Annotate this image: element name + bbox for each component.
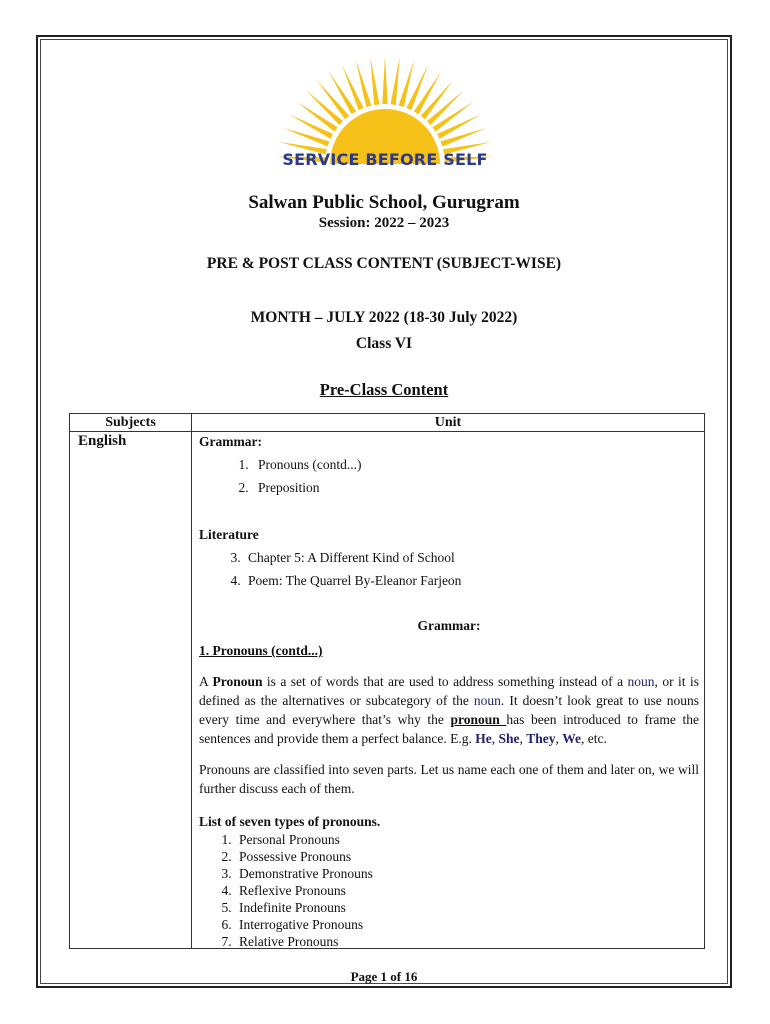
content-table <box>69 413 705 949</box>
types-list-title: List of seven types of pronouns. <box>199 814 381 829</box>
pronoun-classification: Pronouns are classified into seven parts. Let us name each one of them and later on, we will further discuss each of them. <box>199 762 699 796</box>
list-item: 3. Chapter 5: A Different Kind of School <box>244 548 699 567</box>
school-motto: SERVICE BEFORE SELF <box>282 150 488 169</box>
literature-label: Literature <box>199 527 259 542</box>
list-item: 4. Reflexive Pronouns <box>235 882 699 899</box>
list-item: 4. Poem: The Quarrel By-Eleanor Farjeon <box>244 571 699 590</box>
unit-cell <box>199 432 699 950</box>
table-header-unit: Unit <box>434 415 462 430</box>
grammar-label: Grammar: <box>199 434 262 449</box>
pronoun-definition: A Pronoun is a set of words that are used to address something instead of a noun, or it is defined as the alternatives or subcategory of the noun. It doesn’t look great to use nouns every time and everywhere that’s why the pronoun has been introduced to frame the sentences and provide them a perfect balance. E.g. He, She, They, We, etc. <box>199 674 699 746</box>
page-number: Page 1 of 16 <box>350 969 418 984</box>
section-title: Pre-Class Content <box>319 380 449 399</box>
list-item: 7. Relative Pronouns <box>235 933 699 950</box>
sun-ray <box>414 72 441 114</box>
sun-ray <box>437 114 481 139</box>
school-name: Salwan Public School, Gurugram <box>248 192 520 213</box>
literature-list <box>199 548 699 590</box>
grammar-list <box>199 455 699 497</box>
sun-ray <box>342 65 364 110</box>
document-heading: PRE & POST CLASS CONTENT (SUBJECT-WISE) <box>206 255 562 272</box>
table-header-subjects: Subjects <box>105 415 156 430</box>
list-item: 1. Pronouns (contd...) <box>252 455 699 474</box>
pronouns-title: 1. Pronouns (contd...) <box>199 643 323 658</box>
pronoun-types-list <box>199 831 699 950</box>
list-item: 3. Demonstrative Pronouns <box>235 865 699 882</box>
sun-ray <box>406 65 428 110</box>
list-item: 5. Indefinite Pronouns <box>235 899 699 916</box>
sun-ray <box>329 72 356 114</box>
session: Session: 2022 – 2023 <box>318 215 450 231</box>
table-column-divider <box>191 414 192 948</box>
list-item: 1. Personal Pronouns <box>235 831 699 848</box>
list-item: 2. Possessive Pronouns <box>235 848 699 865</box>
sun-ray <box>382 56 387 104</box>
list-item: 6. Interrogative Pronouns <box>235 916 699 933</box>
grammar-heading: Grammar: <box>417 618 481 633</box>
month-line: MONTH – JULY 2022 (18-30 July 2022) <box>250 309 518 326</box>
class-line: Class VI <box>355 335 413 352</box>
subject-cell: English <box>78 433 127 449</box>
list-item: 2. Preposition <box>252 478 699 497</box>
sun-ray <box>390 57 399 105</box>
sun-ray <box>370 57 379 105</box>
sun-ray <box>289 114 333 139</box>
